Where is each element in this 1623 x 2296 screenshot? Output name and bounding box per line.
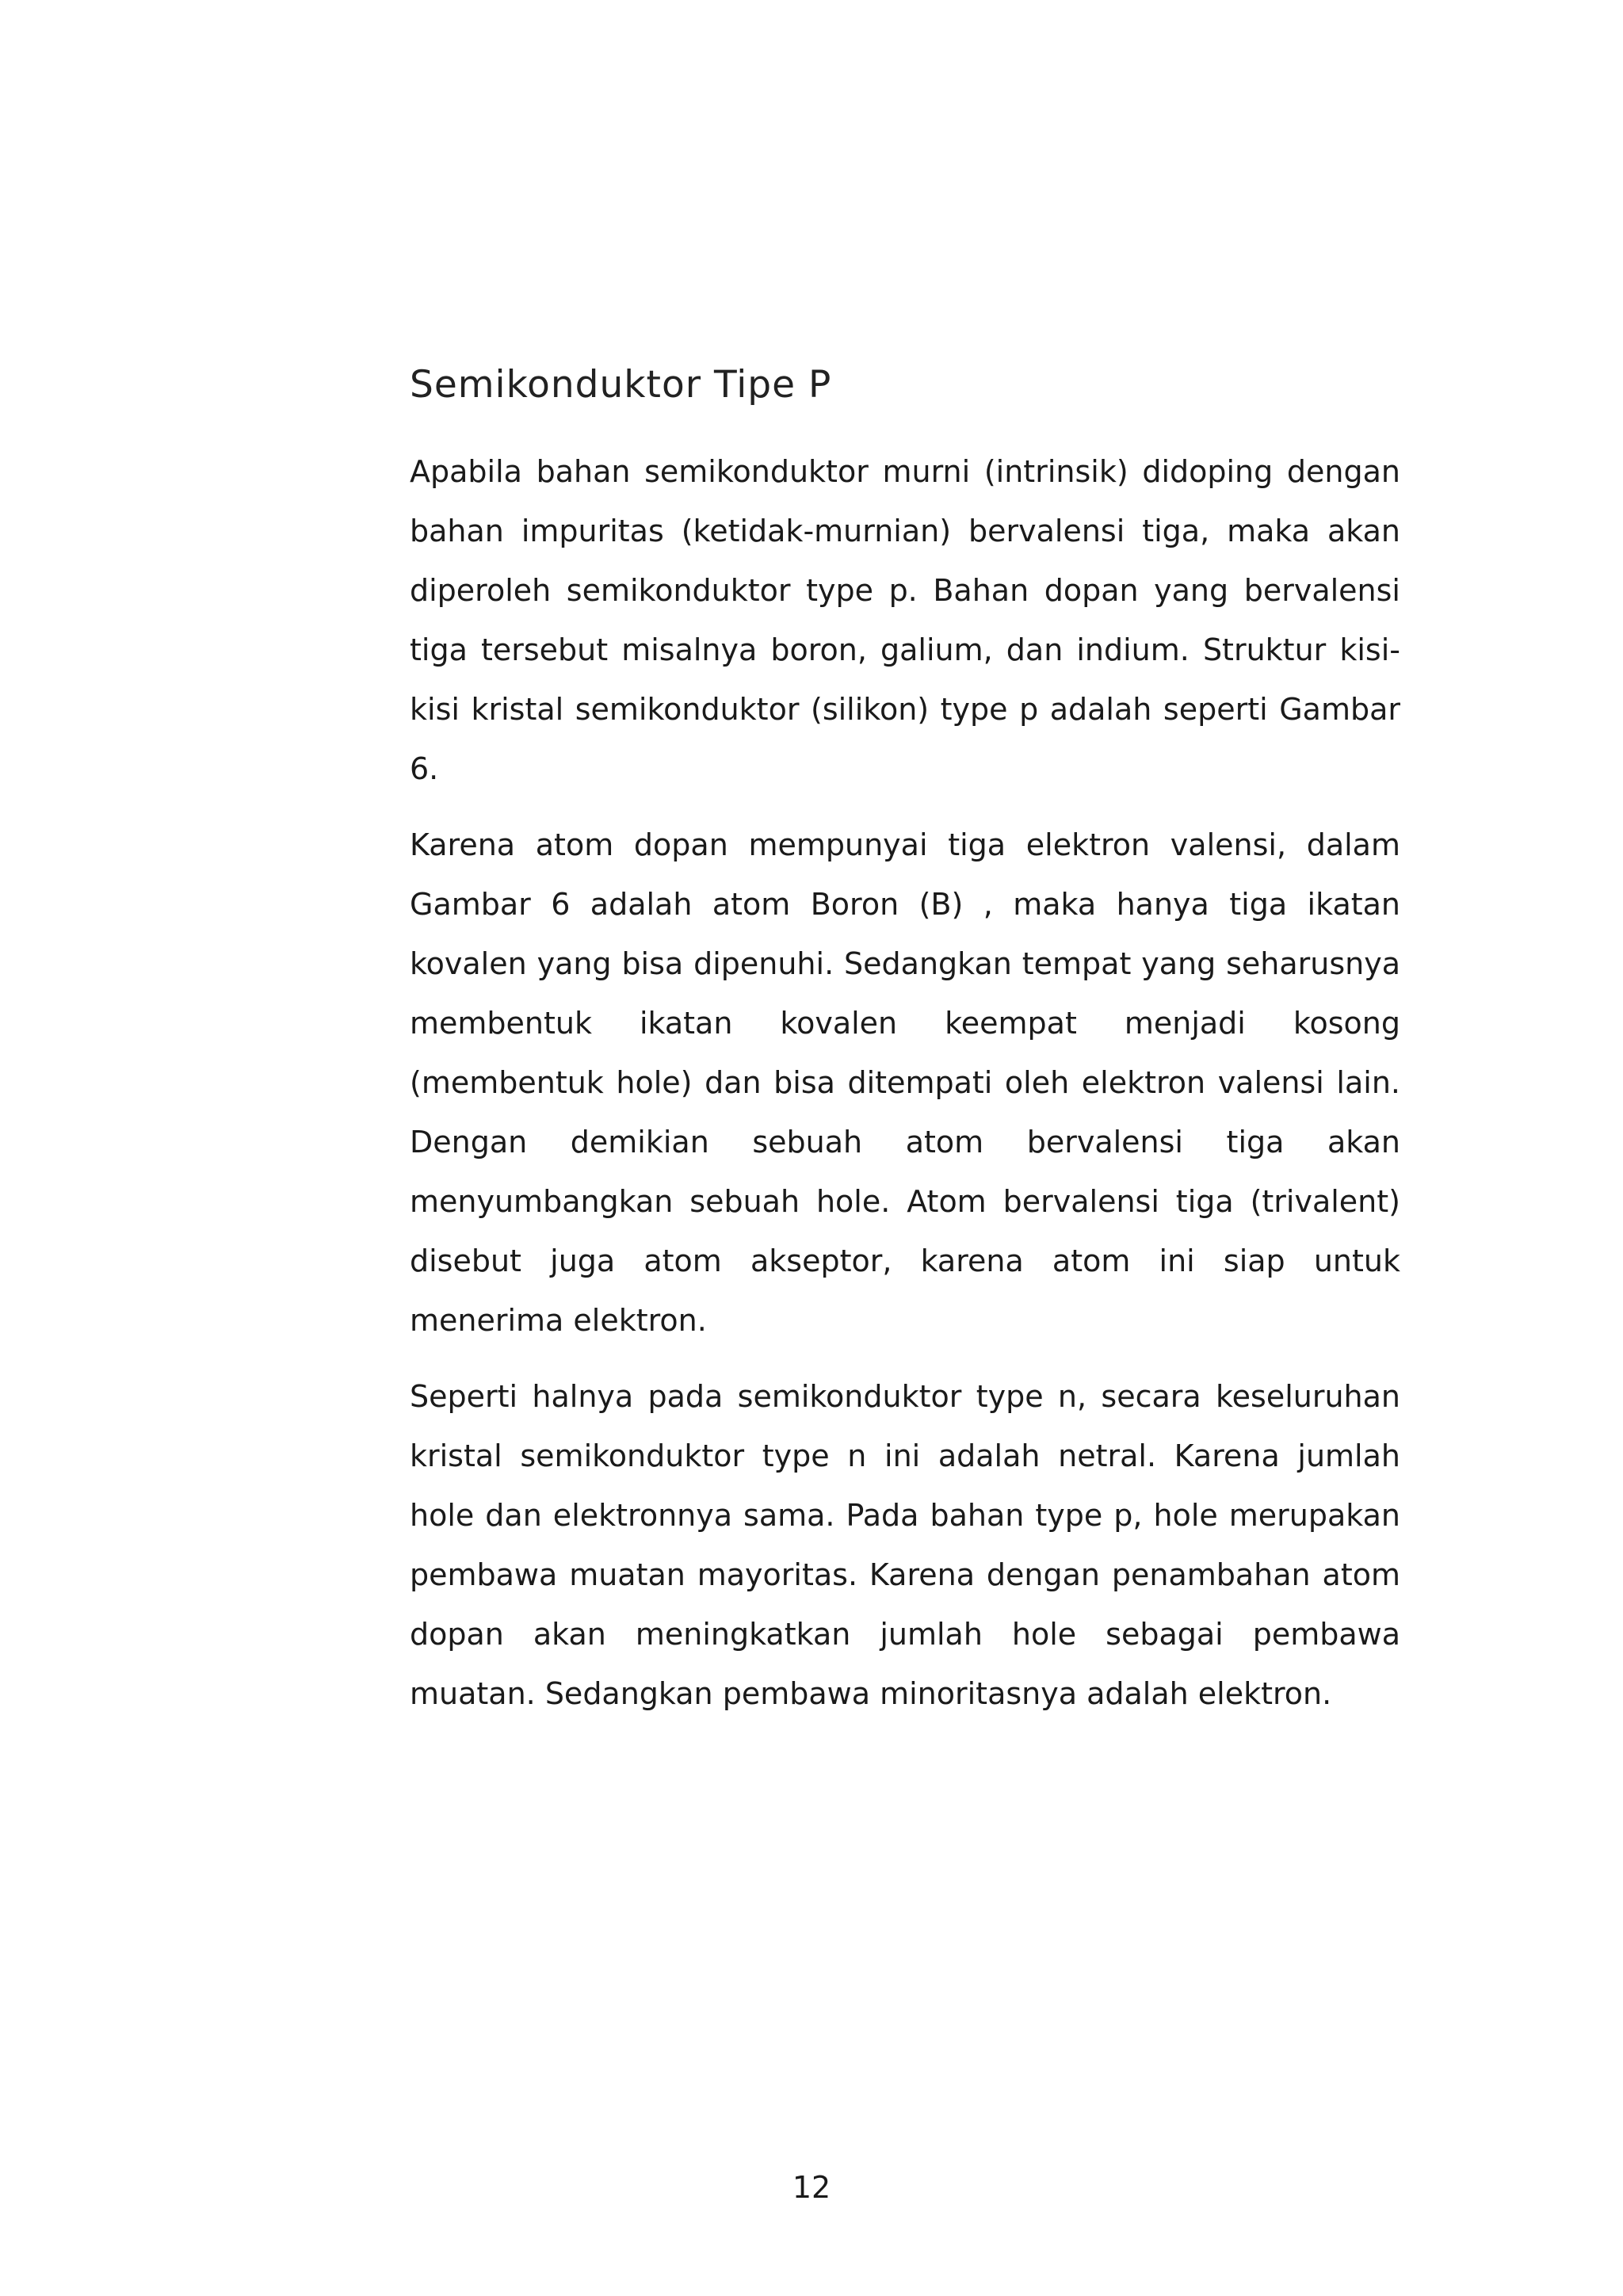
paragraph: Apabila bahan semikonduktor murni (intrinsik) didoping dengan bahan impuritas (ketidak-murnian) bervalensi tiga, maka akan diperoleh semikonduktor type p. Bahan dopan yang bervalensi tiga tersebut misalnya boron, galium, dan indium. Struktur kisi-kisi kristal semikonduktor (silikon) type p adalah seperti Gambar 6.: [410, 454, 1400, 787]
paragraph: Karena atom dopan mempunyai tiga elektron valensi, dalam Gambar 6 adalah atom Boron (B) , maka hanya tiga ikatan kovalen yang bisa dipenuhi. Sedangkan tempat yang seharusnya membentuk ikatan kovalen keempat menjadi kosong (membentuk hole) dan bisa ditempati oleh elektron valensi lain. Dengan demikian sebuah atom bervalensi tiga akan menyumbangkan sebuah hole. Atom bervalensi tiga (trivalent) disebut juga atom akseptor, karena atom ini siap untuk menerima elektron.: [410, 827, 1400, 1339]
page-number: 12: [792, 2170, 831, 2205]
section-heading: Semikonduktor Tipe P: [410, 363, 832, 407]
paragraph: Seperti halnya pada semikonduktor type n, secara keseluruhan kristal semikonduktor type n ini adalah netral. Karena jumlah hole dan elektronnya sama. Pada bahan type p, hole merupakan pembawa muatan mayoritas. Karena dengan penambahan atom dopan akan meningkatkan jumlah hole sebagai pembawa muatan. Sedangkan pembawa minoritasnya adalah elektron.: [410, 1379, 1400, 1712]
page-content: [410, 363, 1400, 1740]
